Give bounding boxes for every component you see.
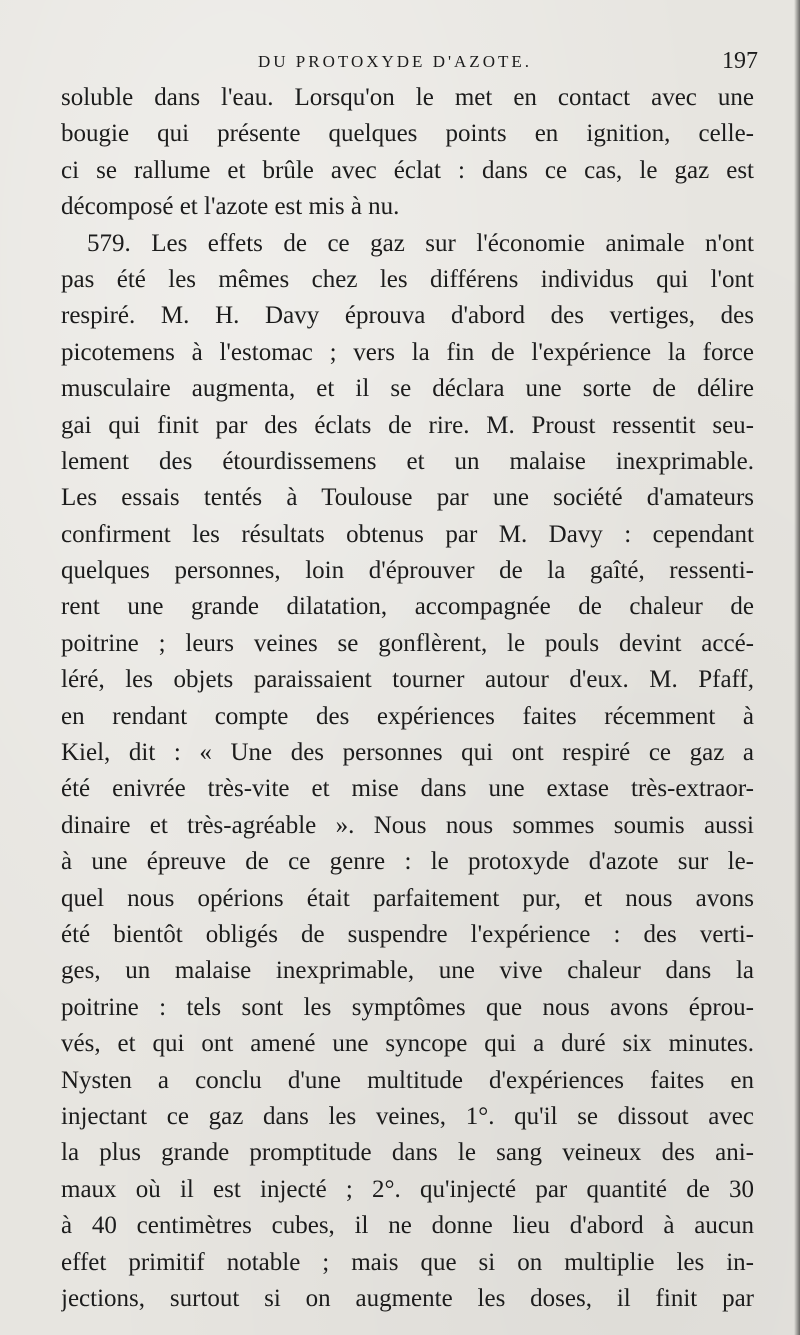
page-number: 197 [722,48,758,74]
text-line: soluble dans l'eau. Lorsqu'on le met en contact avec une [61,84,754,111]
text-line: Les essais tentés à Toulouse par une société d'amateurs [61,484,754,512]
text-line: été enivrée très-vite et mise dans une extase très-extraor- [61,775,754,803]
text-line: ges, un malaise inexprimable, une vive chaleur dans la [61,957,754,985]
text-line: bougie qui présente quelques points en ignition, celle- [61,120,754,148]
text-line: picotemens à l'estomac ; vers la fin de l'expérience la force [61,338,754,366]
text-line: dinaire et très-agréable ». Nous nous sommes soumis aussi [61,811,754,839]
text-line: 579. Les effets de ce gaz sur l'économie animale n'ont [87,229,754,257]
text-line: été bientôt obligés de suspendre l'expérience : des verti- [61,920,754,948]
text-line: confirment les résultats obtenus par M. Davy : cependant [61,520,754,548]
text-line: lement des étourdissemens et un malaise inexprimable. [61,447,754,475]
text-line: pas été les mêmes chez les différens individus qui l'ont [61,265,754,293]
text-line: la plus grande promptitude dans le sang veineux des ani- [61,1139,754,1167]
text-line: décomposé et l'azote est mis à nu. [61,193,400,221]
text-body [61,80,754,1317]
running-title: DU PROTOXYDE D'AZOTE. [258,52,532,71]
text-line: quelques personnes, loin d'éprouver de la gaîté, ressenti- [61,557,754,585]
text-line: musculaire augmenta, et il se déclara une sorte de délire [61,375,754,403]
running-head [60,48,760,78]
text-line: léré, les objets paraissaient tourner autour d'eux. M. Pfaff, [61,666,754,694]
text-line: à 40 centimètres cubes, il ne donne lieu d'abord à aucun [61,1212,754,1240]
text-line: Nysten a conclu d'une multitude d'expériences faites en [61,1066,754,1094]
text-line: quel nous opérions était parfaitement pur, et nous avons [61,884,754,912]
text-line: vés, et qui ont amené une syncope qui a duré six minutes. [61,1030,754,1058]
text-line: rent une grande dilatation, accompagnée de chaleur de [61,593,754,621]
text-line: injectant ce gaz dans les veines, 1°. qu'il se dissout avec [61,1102,754,1130]
text-line: ci se rallume et brûle avec éclat : dans ce cas, le gaz est [61,156,754,184]
text-line: gai qui finit par des éclats de rire. M. Proust ressentit seu- [61,411,754,439]
text-line: maux où il est injecté ; 2°. qu'injecté par quantité de 30 [61,1175,754,1203]
text-line: jections, surtout si on augmente les doses, il finit par [61,1284,754,1312]
text-line: Kiel, dit : « Une des personnes qui ont respiré ce gaz a [61,739,754,767]
text-line: poitrine ; leurs veines se gonflèrent, le pouls devint accé- [61,629,754,657]
text-line: effet primitif notable ; mais que si on multiplie les in- [61,1248,754,1276]
text-line: poitrine : tels sont les symptômes que nous avons éprou- [61,993,754,1021]
text-line: en rendant compte des expériences faites récemment à [61,702,754,730]
text-line: à une épreuve de ce genre : le protoxyde d'azote sur le- [61,848,754,876]
text-line: respiré. M. H. Davy éprouva d'abord des vertiges, des [61,302,754,330]
